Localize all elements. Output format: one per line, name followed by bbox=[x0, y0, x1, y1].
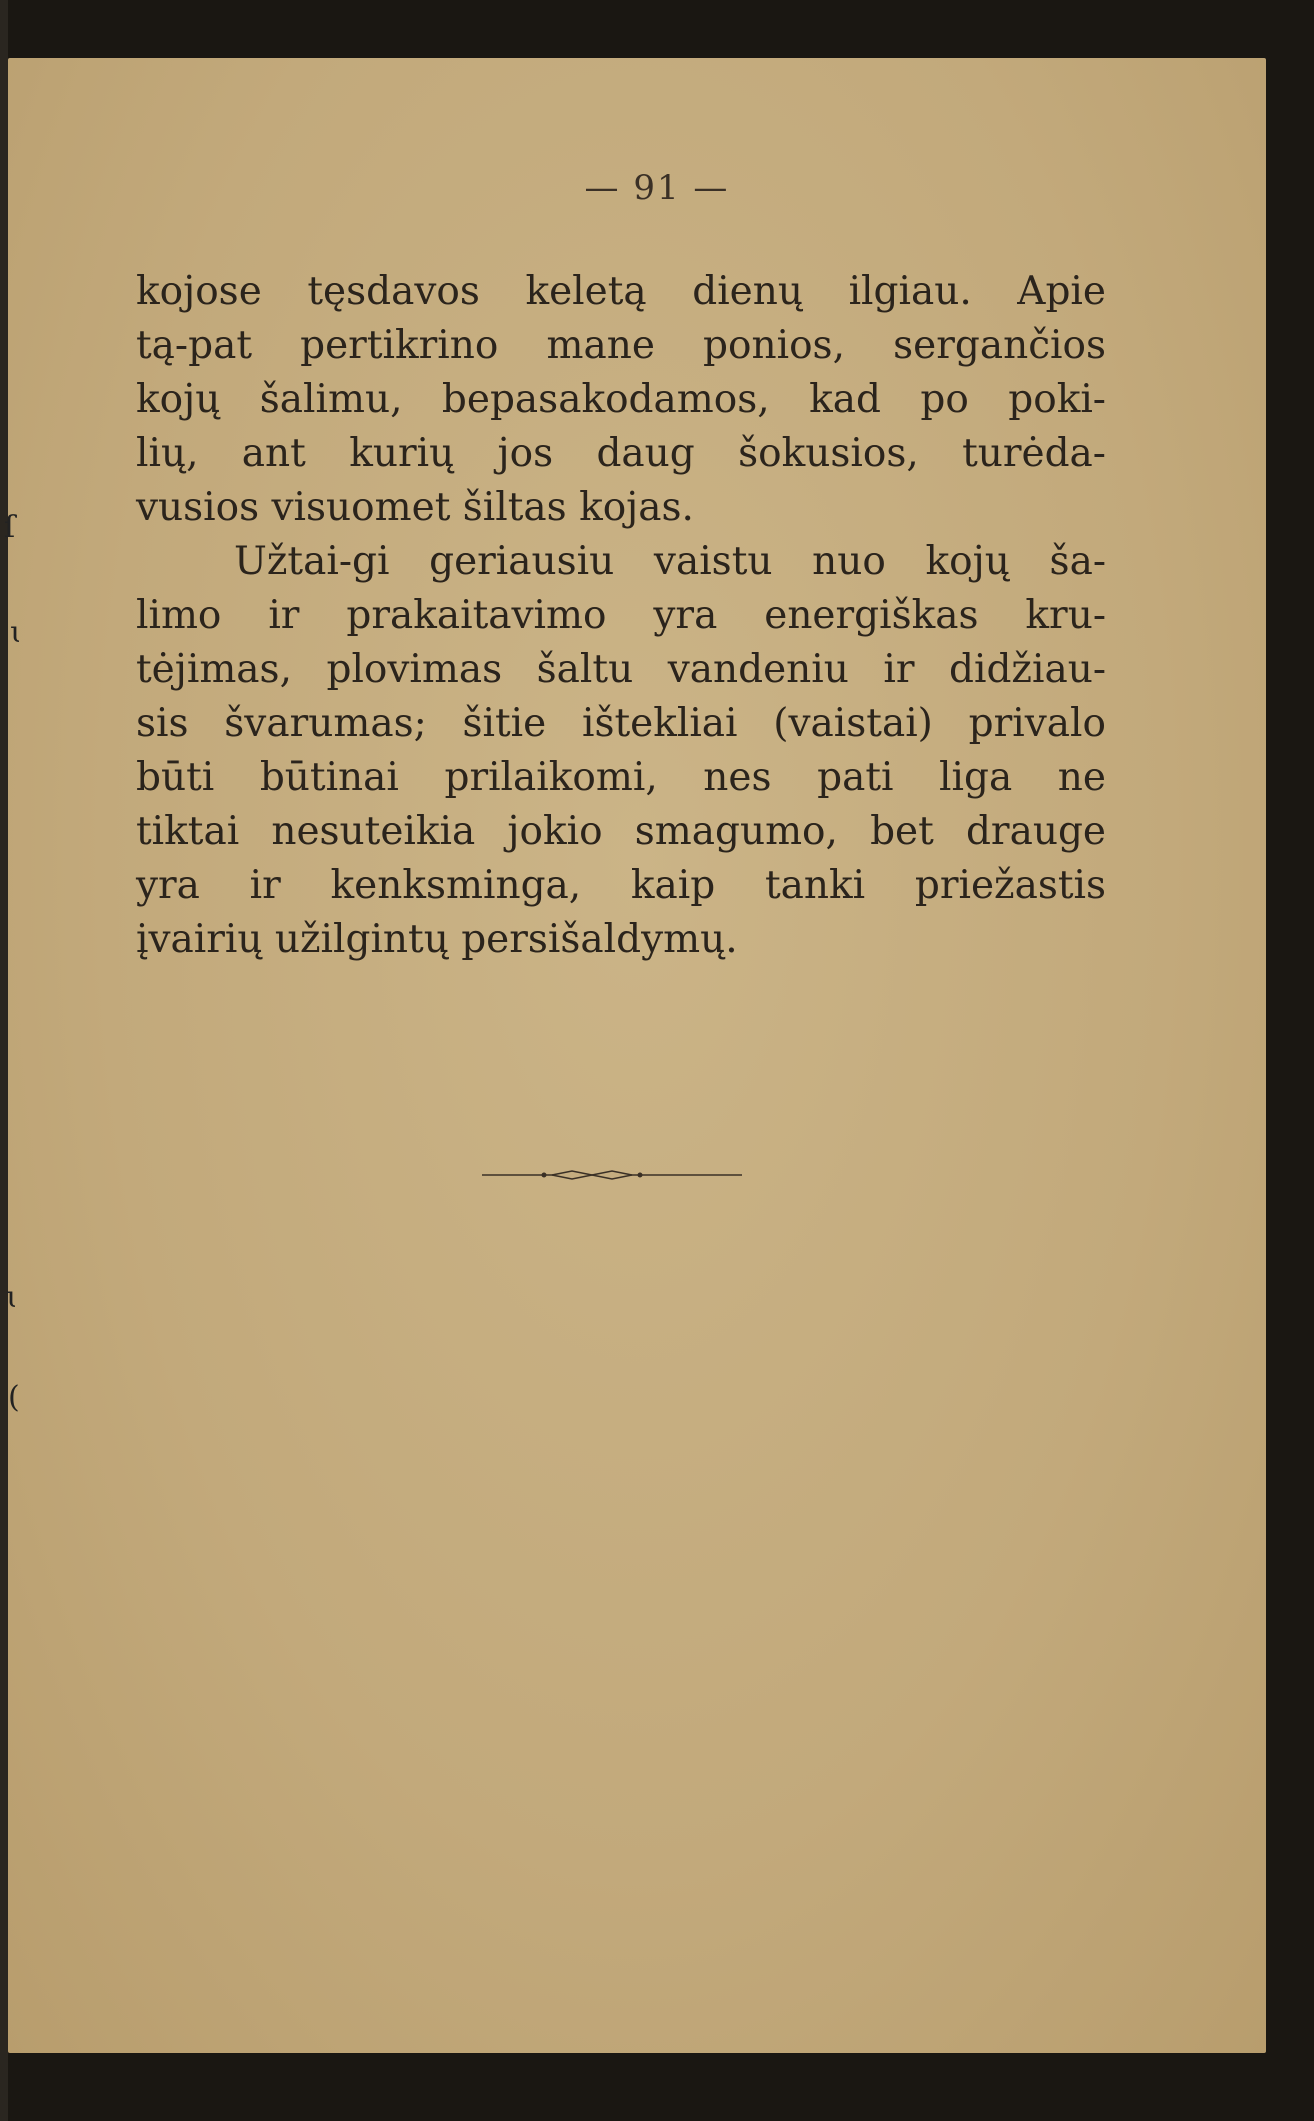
text-line: įvairių užilgintų persišaldymų. bbox=[136, 917, 738, 962]
text-line: tiktai nesuteikia jokio smagumo, bet drauge bbox=[136, 809, 1106, 854]
paragraph-1 bbox=[136, 265, 1106, 535]
text-line: lių, ant kurių jos daug šokusios, turėda- bbox=[136, 431, 1106, 476]
page-number: — 91 — bbox=[584, 168, 730, 208]
margin-mark: ſ bbox=[4, 510, 16, 545]
ornament-divider bbox=[482, 1168, 742, 1182]
text-line: limo ir prakaitavimo yra energiškas kru- bbox=[136, 593, 1106, 638]
text-line: tėjimas, plovimas šaltu vandeniu ir didžiau- bbox=[136, 647, 1106, 692]
text-line: sis švarumas; šitie ištekliai (vaistai) privalo bbox=[136, 701, 1106, 746]
body-text bbox=[136, 265, 1106, 967]
text-line: būti būtinai prilaikomi, nes pati liga ne bbox=[136, 755, 1106, 800]
text-line: vusios visuomet šiltas kojas. bbox=[136, 485, 694, 530]
paragraph-2 bbox=[136, 535, 1106, 967]
text-line: kojose tęsdavos keletą dienų ilgiau. Apie bbox=[136, 269, 1106, 314]
text-line: tą-pat pertikrino mane ponios, sergančios bbox=[136, 323, 1106, 368]
margin-mark: ( bbox=[8, 1380, 20, 1415]
text-line: yra ir kenksminga, kaip tanki priežastis bbox=[136, 863, 1106, 908]
margin-mark: ɩ bbox=[10, 615, 22, 650]
text-line: kojų šalimu, bepasakodamos, kad po poki- bbox=[136, 377, 1106, 422]
text-line: Užtai-gi geriausiu vaistu nuo kojų ša- bbox=[234, 539, 1106, 584]
scan-left-edge bbox=[0, 0, 8, 2121]
margin-mark: ɩ bbox=[6, 1280, 18, 1315]
